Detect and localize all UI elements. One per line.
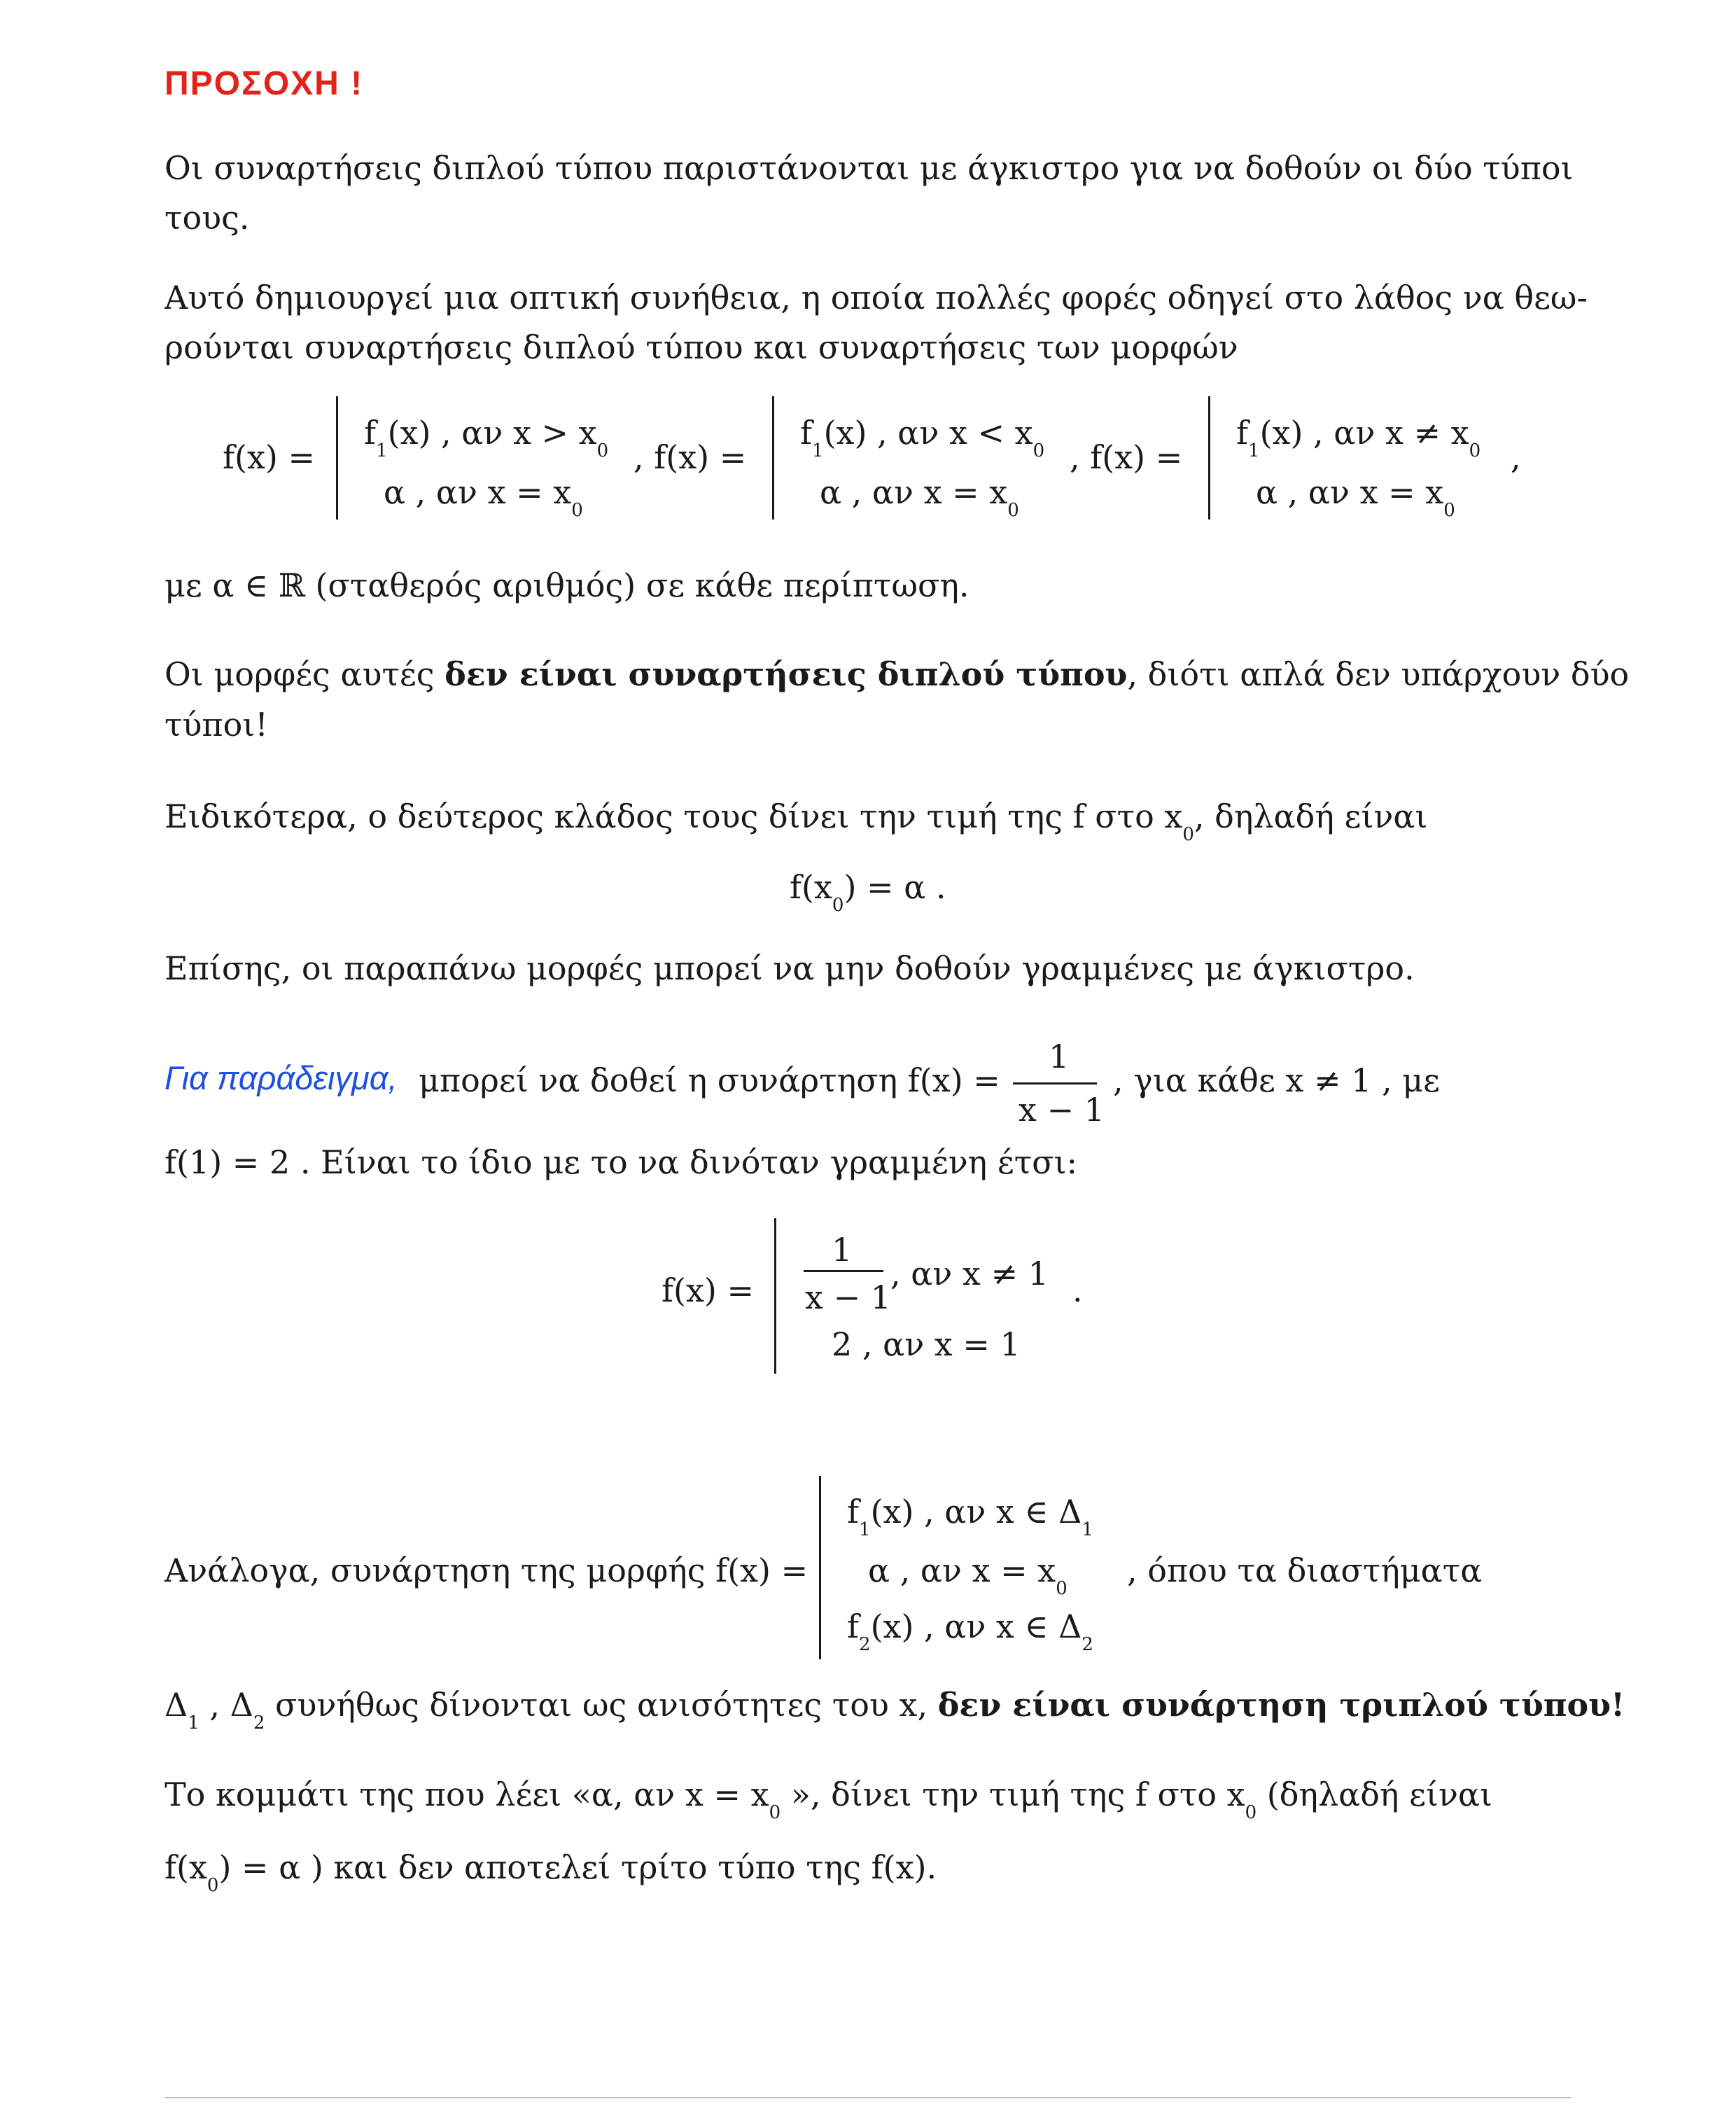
example-piecewise-brace: [774, 1218, 776, 1374]
form2-case2: α , αν $x = x_0$: [820, 473, 1019, 521]
example-case2: 2 , αν x = 1: [832, 1325, 1021, 1363]
forms-end-comma: ,: [1511, 438, 1521, 476]
example-case1-numerator: 1: [832, 1231, 853, 1269]
example-case1-denominator: x − 1: [805, 1278, 891, 1316]
form1-case2: α , αν $x = x_0$: [384, 473, 583, 521]
analogous-tail: , όπου τα διαστήματα: [1127, 1551, 1483, 1589]
analogous-case1: $f_1(x)$ , αν x ∈ $\Delta_1$: [847, 1493, 1093, 1540]
equation-f-x0: $f(x_0) = \alpha$ .: [790, 868, 946, 916]
form1-lhs: f(x) =: [223, 438, 316, 476]
fraction-denominator: x − 1: [1018, 1091, 1105, 1129]
example-piecewise-lhs: f(x) =: [662, 1271, 755, 1309]
paragraph-3: με α ∈ ℝ (σταθερός αριθμός) σε κάθε περίπτωση.: [164, 566, 969, 604]
form2-lhs: , f(x) =: [634, 438, 747, 476]
form2-case1: $f_1(x)$ , αν $x < x_0$: [800, 414, 1045, 461]
analogous-line-2: $\Delta_1$ , $\Delta_2$ συνήθως δίνονται ως ανισότητες του x, δεν είναι συνάρτηση τριπλού τύπου!: [164, 1686, 1625, 1734]
example-period: .: [1072, 1271, 1083, 1309]
analogous-lhs: Ανάλογα, συνάρτηση της μορφής f(x) =: [164, 1551, 808, 1589]
example-text: μπορεί να δοθεί η συνάρτηση f(x) =: [419, 1061, 1000, 1099]
paragraph-4-line-2: τύποι!: [164, 706, 268, 744]
paragraph-1-line-2: τους.: [164, 199, 250, 237]
form3-brace: [1208, 396, 1210, 519]
analogous-case2: α , αν $x = x_0$: [868, 1551, 1068, 1599]
paragraph-6: Επίσης, οι παραπάνω μορφές μπορεί να μην δοθούν γραμμένες με άγκιστρο.: [164, 949, 1415, 987]
paragraph-8: $f(x_0) = \alpha$ ) και δεν αποτελεί τρίτο τύπο της f(x).: [164, 1848, 937, 1896]
footer-divider: [164, 2097, 1572, 2098]
example-line-2: f(1) = 2 . Είναι το ίδιο με το να δινόταν γραμμένη έτσι:: [164, 1143, 1078, 1181]
analogous-case3: $f_2(x)$ , αν x ∈ $\Delta_2$: [847, 1608, 1093, 1655]
form3-case2: α , αν $x = x_0$: [1256, 473, 1455, 521]
example-tail: , για κάθε x ≠ 1 , με: [1113, 1061, 1441, 1099]
fraction-numerator: 1: [1049, 1038, 1070, 1075]
example-case1-condition: , αν x ≠ 1: [890, 1255, 1049, 1292]
example-label: Για παράδειγμα,: [164, 1059, 398, 1096]
form1-case1: $f_1(x)$ , αν $x > x_0$: [364, 414, 609, 461]
paragraph-2-line-2: ρούνται συναρτήσεις διπλού τύπου και συναρτήσεις των μορφών: [164, 328, 1238, 366]
form3-case1: $f_1(x)$ , αν $x \ne x_0$: [1236, 414, 1481, 461]
paragraph-2-line-1: Αυτό δημιουργεί μια οπτική συνήθεια, η οποία πολλές φορές οδηγεί στο λάθος να θεω-: [164, 279, 1588, 316]
fraction-bar: [1013, 1082, 1097, 1085]
example-case1-fraction-bar: [804, 1270, 883, 1272]
warning-title: ΠΡΟΣΟΧΗ !: [164, 65, 364, 102]
paragraph-7: Το κομμάτι της που λέει «α, αν $x = x_0$ », δίνει την τιμή της f στο $x_0$ (δηλαδή είναι: [164, 1776, 1493, 1823]
paragraph-4-line-1: Οι μορφές αυτές δεν είναι συναρτήσεις διπλού τύπου, διότι απλά δεν υπάρχουν δύο: [164, 655, 1630, 693]
form2-brace: [772, 396, 774, 519]
analogous-brace: [819, 1476, 821, 1659]
form1-brace: [336, 396, 338, 519]
paragraph-1-line-1: Οι συναρτήσεις διπλού τύπου παριστάνονται με άγκιστρο για να δοθούν οι δύο τύποι: [164, 149, 1574, 187]
paragraph-5: Ειδικότερα, ο δεύτερος κλάδος τους δίνει την τιμή της f στο $x_0$, δηλαδή είναι: [164, 797, 1428, 845]
form3-lhs: , f(x) =: [1070, 438, 1183, 476]
